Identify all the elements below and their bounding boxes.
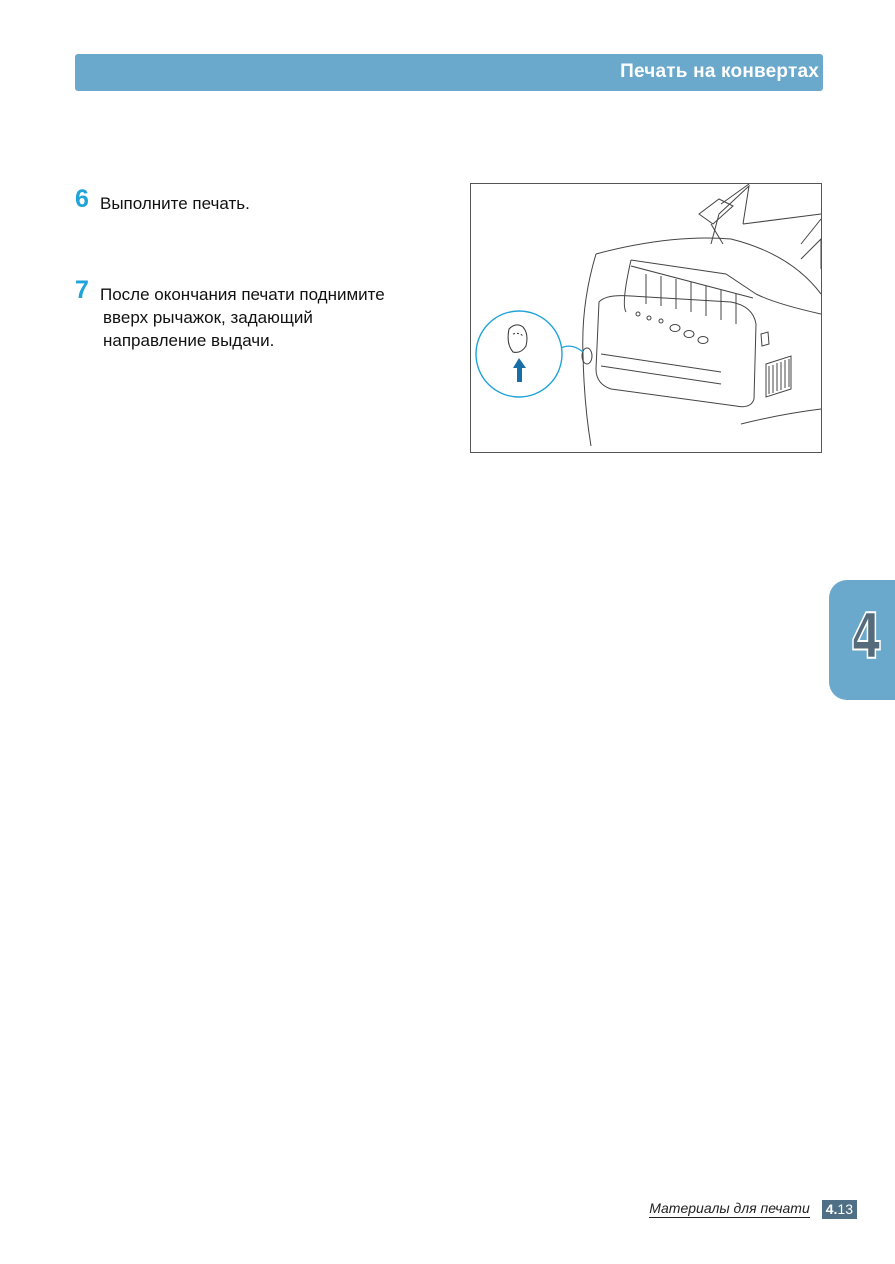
chapter-number: 4: [851, 600, 883, 673]
step-text: [100, 192, 440, 215]
footer: [649, 1199, 857, 1219]
header-bar: [75, 54, 823, 91]
printer-illustration: [470, 183, 822, 453]
step-text: [100, 283, 440, 352]
chapter-tab: [829, 580, 895, 700]
printer-output-lever-icon: [471, 184, 821, 452]
step-line: вверх рычажок, задающий: [103, 308, 313, 327]
page-title: Печать на конвертах: [620, 61, 819, 82]
chapter-prefix: 4.: [825, 1200, 838, 1217]
page-number-badge: [822, 1200, 857, 1219]
step-line: направление выдачи.: [103, 331, 275, 350]
footer-section-title: Материалы для печати: [649, 1200, 810, 1216]
step-line: После окончания печати поднимите: [100, 285, 385, 304]
step-line: Выполните печать.: [100, 194, 250, 213]
step-number: 7: [75, 276, 89, 304]
page-number: 13: [837, 1200, 853, 1217]
step-number: 6: [75, 185, 89, 213]
